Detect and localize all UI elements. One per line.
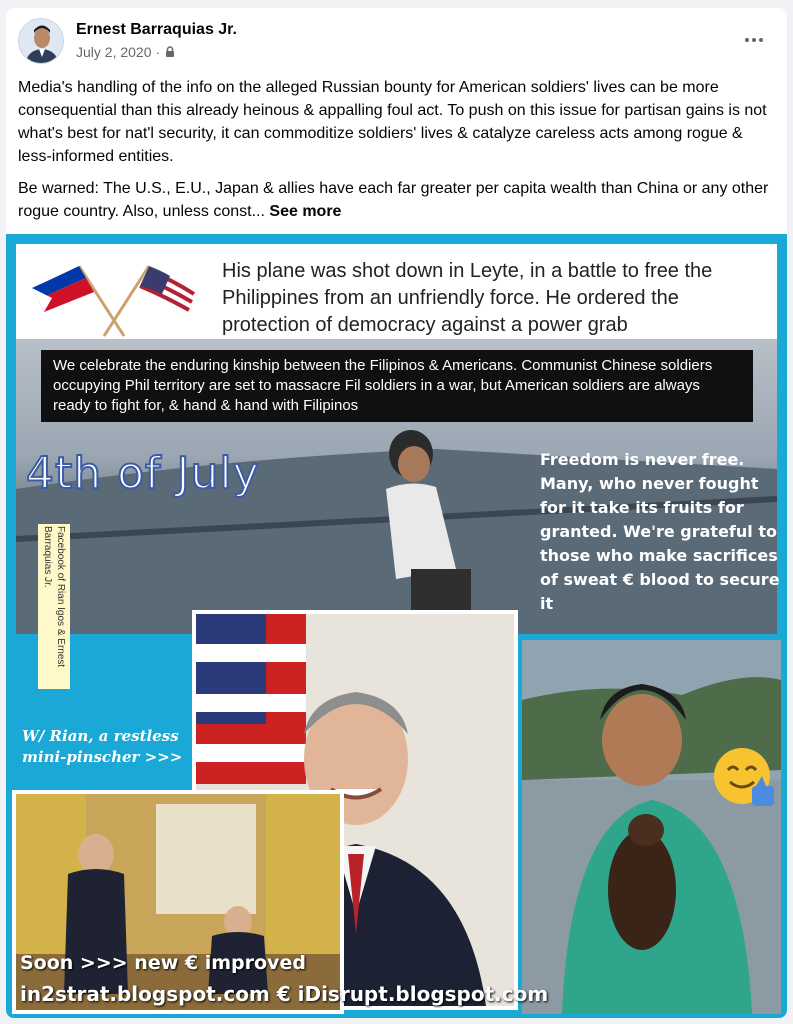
fourth-of-july-title: 4th of July bbox=[26, 448, 260, 499]
freedom-quote: Freedom is never free. Many, who never fought for it take its fruits for granted. We're grateful to those who make sacrifices of sweat € blood to secure it bbox=[540, 450, 780, 613]
post-paragraph-2: Be warned: The U.S., E.U., Japan & allies have each far greater per capita wealth than China or any other rogue country. Also, unless const... See more bbox=[18, 180, 769, 220]
post-meta bbox=[76, 44, 176, 60]
post-card bbox=[6, 8, 787, 1018]
post-image[interactable] bbox=[6, 234, 787, 1018]
blog-urls: in2strat.blogspot.com € iDisrupt.blogspot.com bbox=[20, 982, 549, 1006]
office-graphic bbox=[16, 794, 340, 1010]
more-dots-icon bbox=[745, 38, 749, 42]
post-body bbox=[18, 76, 770, 232]
crossed-flags-icon bbox=[24, 258, 204, 338]
post-header bbox=[18, 18, 775, 68]
lock-icon[interactable] bbox=[164, 46, 176, 58]
avatar-portrait-icon bbox=[19, 19, 64, 64]
boy-dog-graphic bbox=[522, 640, 781, 1014]
post-date[interactable]: July 2, 2020 bbox=[76, 44, 152, 60]
boy-with-dog-photo bbox=[522, 640, 781, 1014]
rian-caption: W/ Rian, a restless mini-pinscher >>> bbox=[22, 727, 183, 766]
post-paragraph-1: Media's handling of the info on the alleged Russian bounty for American soldiers' lives can be more consequential than this already heinous & appalling foul act. To push on this issue for partisan gains is not what's best for nat'l security, it can commoditize soldiers' lives & catalyze careless acts among rogue & less-informed entities. bbox=[18, 79, 767, 165]
author-avatar[interactable] bbox=[18, 18, 64, 64]
oval-office-photo bbox=[12, 790, 344, 1014]
more-options-button[interactable] bbox=[739, 28, 769, 52]
meta-separator: · bbox=[155, 44, 161, 60]
author-name[interactable]: Ernest Barraquias Jr. bbox=[76, 21, 237, 38]
kinship-banner: We celebrate the enduring kinship between the Filipinos & Americans. Communist Chinese soldiers occupying Phil territory are set to massacre Fil soldiers in a war, but American soldiers are always ready to fight for, & hand & hand with Filipinos bbox=[41, 350, 753, 422]
see-more-link[interactable]: See more bbox=[269, 203, 342, 220]
soon-announcement: Soon >>> new € improved bbox=[20, 952, 306, 974]
photo-credit: Facebook of Rian Igos & Ernest Barraquias Jr. bbox=[38, 524, 70, 689]
image-headline: His plane was shot down in Leyte, in a battle to free the Philippines from an unfriendly force. He ordered the protection of democracy against a power grab bbox=[222, 260, 713, 336]
smiley-thumbs-up-icon bbox=[712, 746, 776, 810]
